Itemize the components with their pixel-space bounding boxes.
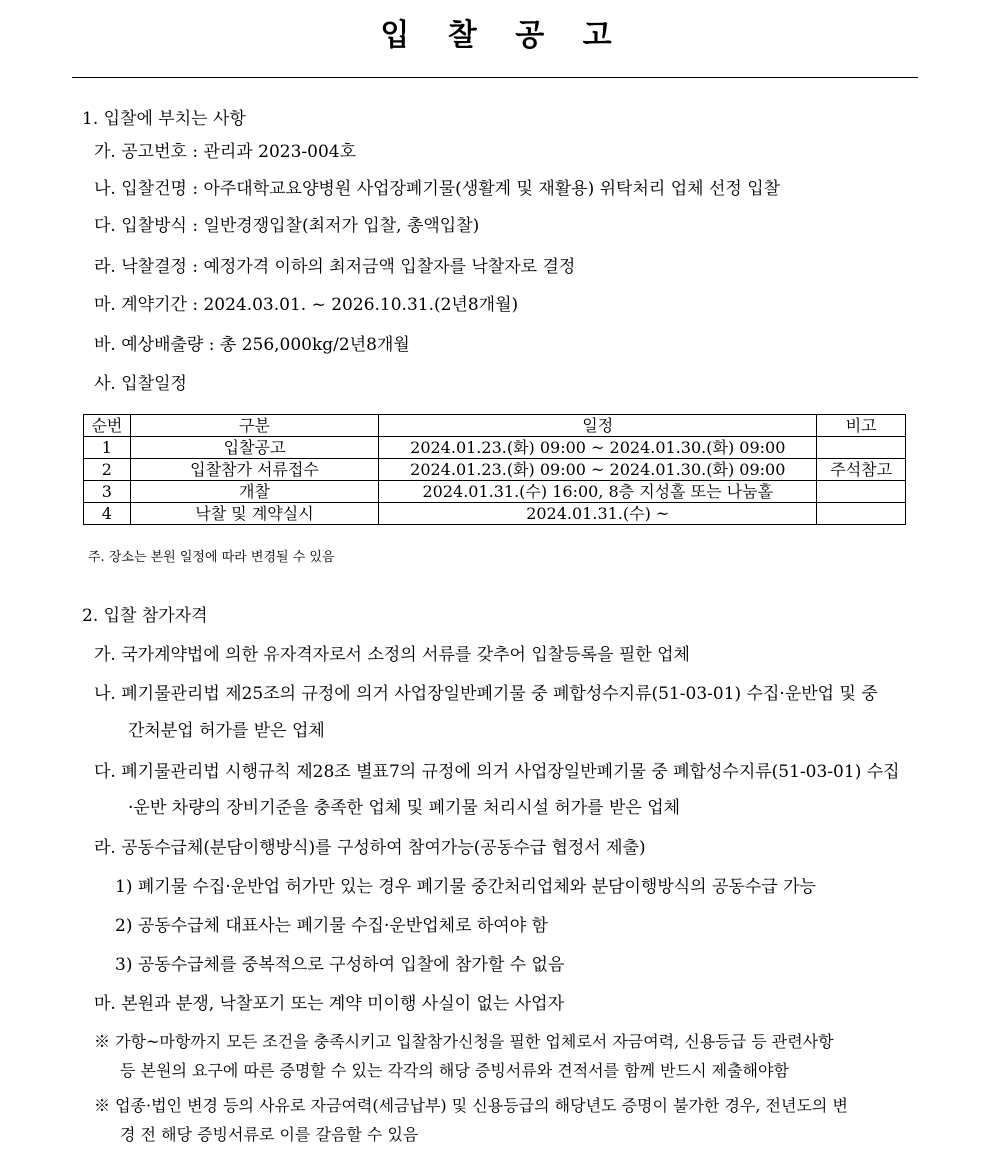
header-remark: 비고 <box>817 415 906 437</box>
bid-schedule-label: 사. 입찰일정 <box>94 374 187 394</box>
row-category: 개찰 <box>130 481 378 503</box>
table-row <box>84 437 906 459</box>
page-title: 입 찰 공 고 <box>380 18 626 53</box>
row-no: 4 <box>84 503 131 525</box>
qualification-da-line1: 다. 폐기물관리법 시행규칙 제28조 별표7의 규정에 의거 사업장일반폐기물 중 폐합성수지류(51-03-01) 수집 <box>94 762 900 782</box>
expected-volume: 바. 예상배출량 : 총 256,000kg/2년8개월 <box>94 335 410 355</box>
qualification-na-line2: 간처분업 허가를 받은 업체 <box>128 721 325 741</box>
row-remark <box>817 503 906 525</box>
notice-number: 가. 공고번호 : 관리과 2023-004호 <box>94 142 356 162</box>
qualification-ra-item2: 2) 공동수급체 대표사는 폐기물 수집·운반업체로 하여야 함 <box>115 916 548 936</box>
qualification-ra-item3: 3) 공동수급체를 중복적으로 구성하여 입찰에 참가할 수 없음 <box>115 955 565 975</box>
note2-line1: ※ 업종·법인 변경 등의 사유로 자금여력(세금납부) 및 신용등급의 해당년도 증명이 불가한 경우, 전년도의 변 <box>94 1096 848 1115</box>
row-no: 1 <box>84 437 131 459</box>
qualification-ga: 가. 국가계약법에 의한 유자격자로서 소정의 서류를 갖추어 입찰등록을 필한 업체 <box>94 645 690 665</box>
table-row <box>84 503 906 525</box>
qualification-ra-item1: 1) 폐기물 수집·운반업 허가만 있는 경우 폐기물 중간처리업체와 분담이행방식의 공동수급 가능 <box>115 877 816 897</box>
row-no: 3 <box>84 481 131 503</box>
title-divider <box>72 77 918 78</box>
section2-heading: 2. 입찰 참가자격 <box>82 606 208 626</box>
qualification-ma: 마. 본원과 분쟁, 낙찰포기 또는 계약 미이행 사실이 없는 사업자 <box>94 994 564 1014</box>
table-header-row <box>84 415 906 437</box>
table-note: 주. 장소는 본원 일정에 따라 변경될 수 있음 <box>88 550 335 565</box>
row-schedule: 2024.01.23.(화) 09:00 ~ 2024.01.30.(화) 09:00 <box>379 459 817 481</box>
row-remark: 주석참고 <box>817 459 906 481</box>
header-schedule: 일정 <box>379 415 817 437</box>
row-category: 낙찰 및 계약실시 <box>130 503 378 525</box>
bid-title: 나. 입찰건명 : 아주대학교요양병원 사업장폐기물(생활계 및 재활용) 위탁처리 업체 선정 입찰 <box>94 179 781 199</box>
qualification-na-line1: 나. 폐기물관리법 제25조의 규정에 의거 사업장일반폐기물 중 폐합성수지류(51-03-01) 수집·운반업 및 중 <box>94 684 878 704</box>
table-row <box>84 481 906 503</box>
qualification-ra: 라. 공동수급체(분담이행방식)를 구성하여 참여가능(공동수급 협정서 제출) <box>94 838 646 858</box>
bid-method: 다. 입찰방식 : 일반경쟁입찰(최저가 입찰, 총액입찰) <box>94 216 480 236</box>
row-schedule: 2024.01.31.(수) ~ <box>379 503 817 525</box>
header-no: 순번 <box>84 415 131 437</box>
qualification-da-line2: ·운반 차량의 장비기준을 충족한 업체 및 폐기물 처리시설 허가를 받은 업체 <box>128 798 681 818</box>
row-schedule: 2024.01.23.(화) 09:00 ~ 2024.01.30.(화) 09:00 <box>379 437 817 459</box>
award-decision: 라. 낙찰결정 : 예정가격 이하의 최저금액 입찰자를 낙찰자로 결정 <box>94 257 576 277</box>
row-remark <box>817 481 906 503</box>
section1-heading: 1. 입찰에 부치는 사항 <box>82 109 246 129</box>
row-category: 입찰참가 서류접수 <box>130 459 378 481</box>
note1-line2: 등 본원의 요구에 따른 증명할 수 있는 각각의 해당 증빙서류와 견적서를 함께 반드시 제출해야함 <box>120 1061 789 1080</box>
row-schedule: 2024.01.31.(수) 16:00, 8층 지성홀 또는 나눔홀 <box>379 481 817 503</box>
table-row <box>84 459 906 481</box>
bid-schedule-table <box>83 414 906 525</box>
header-category: 구분 <box>130 415 378 437</box>
note2-line2: 경 전 해당 증빙서류로 이를 갈음할 수 있음 <box>120 1125 419 1144</box>
row-no: 2 <box>84 459 131 481</box>
row-category: 입찰공고 <box>130 437 378 459</box>
row-remark <box>817 437 906 459</box>
note1-line1: ※ 가항~마항까지 모든 조건을 충족시키고 입찰참가신청을 필한 업체로서 자금여력, 신용등급 등 관련사항 <box>94 1032 834 1051</box>
contract-period: 마. 계약기간 : 2024.03.01. ~ 2026.10.31.(2년8개월) <box>94 295 519 315</box>
